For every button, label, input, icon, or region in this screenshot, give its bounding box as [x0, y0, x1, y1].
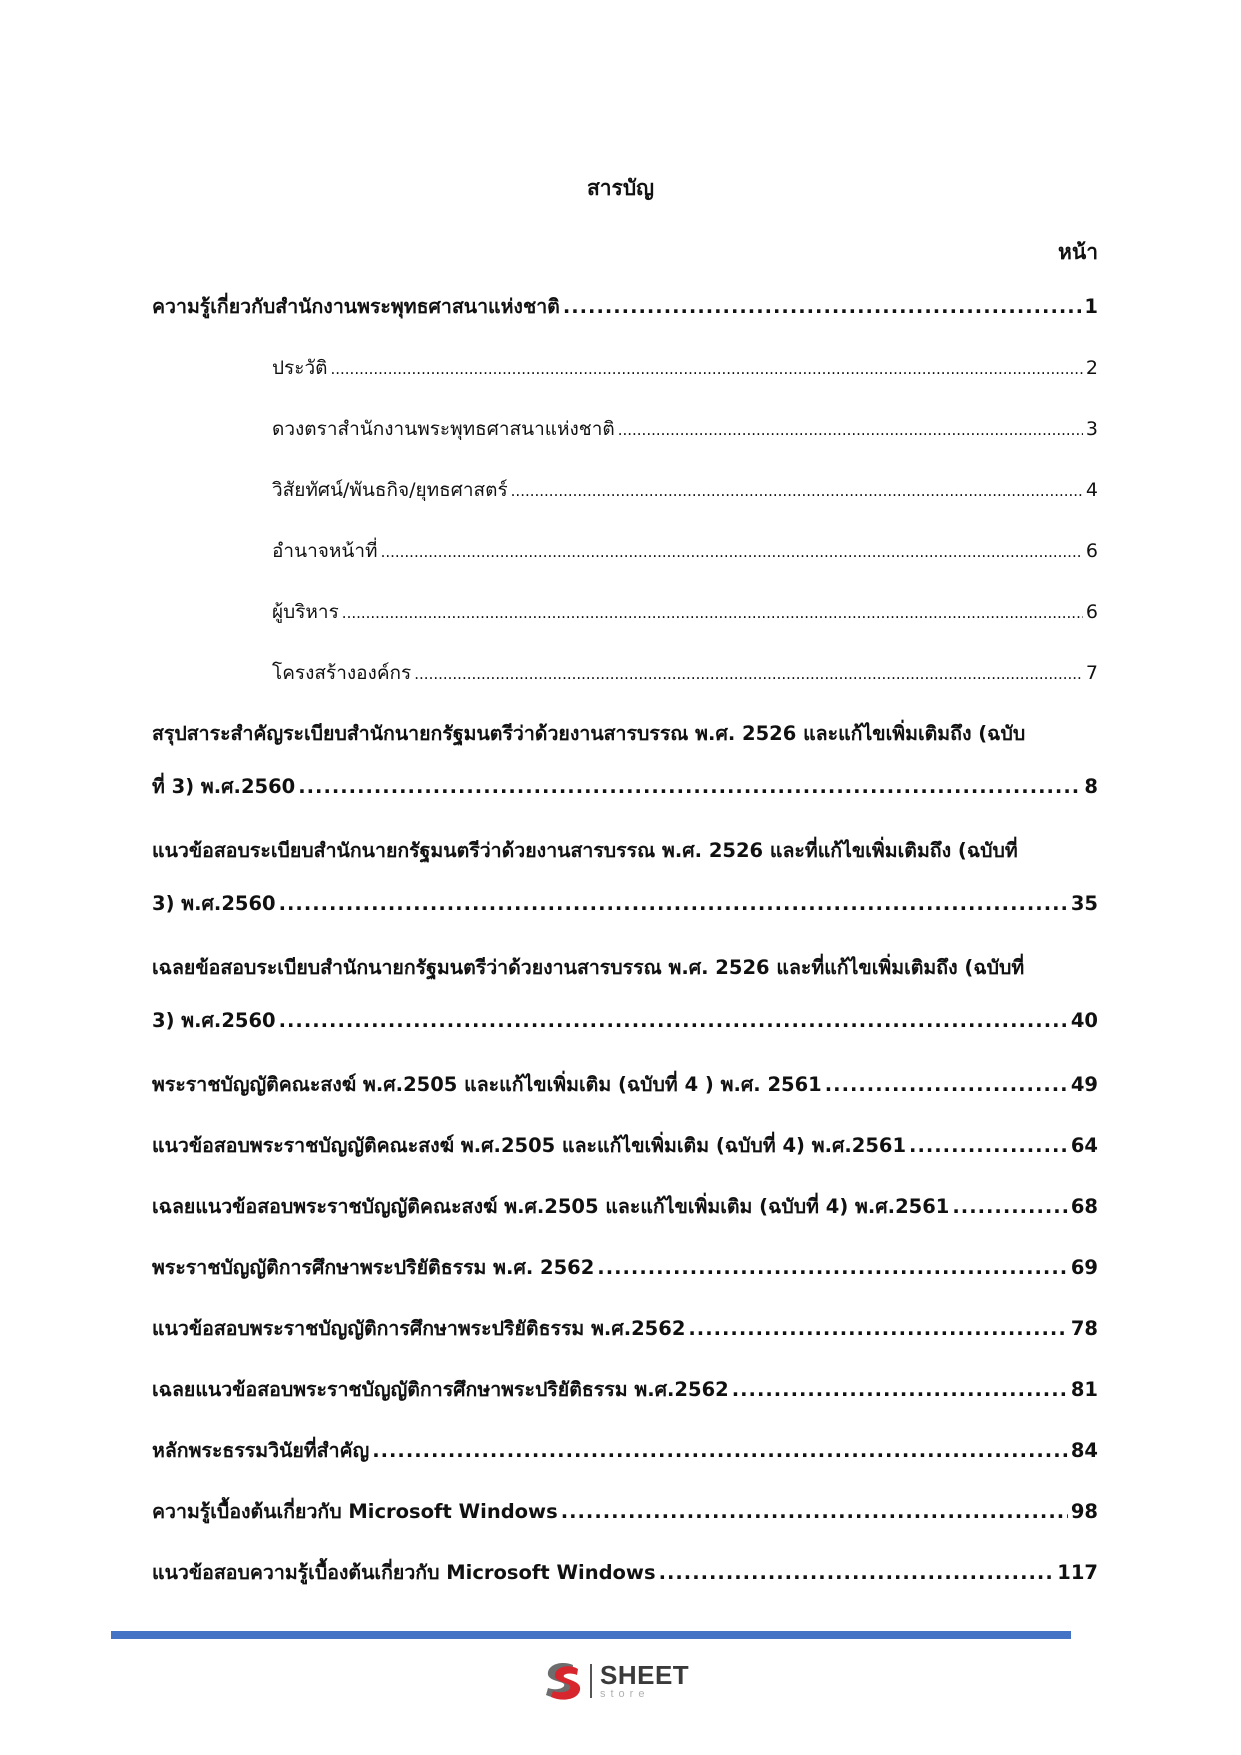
toc-entry[interactable] — [152, 1558, 1098, 1619]
dot-leader — [688, 1314, 1067, 1344]
toc-entry-page-number: 64 — [1070, 1134, 1098, 1157]
dot-leader — [618, 415, 1083, 445]
toc-entry[interactable] — [152, 1192, 1098, 1253]
toc-entry-title-continued: ที่ 3) พ.ศ.2560 — [152, 775, 296, 798]
toc-entry[interactable] — [272, 597, 1098, 658]
toc-entry-title: อำนาจหน้าที่ — [272, 540, 378, 562]
toc-entry[interactable] — [152, 1253, 1098, 1314]
page-column-label: หน้า — [1058, 240, 1098, 264]
toc-entry[interactable] — [272, 353, 1098, 414]
toc-entry[interactable] — [272, 536, 1098, 597]
toc-entry-page-number: 35 — [1070, 892, 1098, 915]
toc-entry-page-number: 8 — [1084, 775, 1098, 798]
toc-entry-title: แนวข้อสอบความรู้เบื้องต้นเกี่ยวกับ Microsoft Windows — [152, 1561, 656, 1584]
dot-leader — [909, 1131, 1068, 1161]
toc-entry-title: เฉลยแนวข้อสอบพระราชบัญญัติการศึกษาพระปริยัติธรรม พ.ศ.2562 — [152, 1378, 729, 1401]
footer-logo — [540, 1656, 710, 1706]
toc-entry-page-number: 68 — [1070, 1195, 1098, 1218]
toc-entry[interactable] — [152, 1070, 1098, 1131]
toc-entry-title: เฉลยแนวข้อสอบพระราชบัญญัติคณะสงฆ์ พ.ศ.2505 และแก้ไขเพิ่มเติม (ฉบับที่ 4) พ.ศ.2561 — [152, 1195, 950, 1218]
toc-entry-page-number: 81 — [1070, 1378, 1098, 1401]
logo-word: SHEET — [600, 1660, 690, 1690]
toc-entry-title: โครงสร้างองค์กร — [272, 662, 412, 684]
toc-entry-page-number: 40 — [1070, 1009, 1098, 1032]
toc-entry-title-continued: 3) พ.ศ.2560 — [152, 1009, 276, 1032]
toc-entry-title: เฉลยข้อสอบระเบียบสำนักนายกรัฐมนตรีว่าด้วยงานสารบรรณ พ.ศ. 2526 และที่แก้ไขเพิ่มเติมถึง (ฉบับที่ — [152, 956, 1025, 979]
dot-leader — [381, 537, 1083, 567]
dot-leader — [659, 1558, 1055, 1588]
page-title: สารบัญ — [586, 176, 655, 200]
toc-entry-title: หลักพระธรรมวินัยที่สำคัญ — [152, 1439, 370, 1462]
sheet-store-logo-icon — [540, 1659, 584, 1703]
dot-leader — [563, 292, 1082, 322]
logo-divider — [590, 1664, 592, 1698]
dot-leader — [372, 1436, 1068, 1466]
toc-entry-title: พระราชบัญญัติการศึกษาพระปริยัติธรรม พ.ศ. 2562 — [152, 1256, 595, 1279]
toc-entry-page-number: 3 — [1085, 418, 1098, 440]
toc-entry[interactable] — [152, 1497, 1098, 1558]
toc-entry-page-number: 84 — [1070, 1439, 1098, 1462]
toc-entry-title: ประวัติ — [272, 357, 328, 379]
toc-entry-title-continued: 3) พ.ศ.2560 — [152, 892, 276, 915]
toc-entry-page-number: 49 — [1070, 1073, 1098, 1096]
toc-entry[interactable] — [152, 953, 1098, 1070]
toc-entry-page-number: 7 — [1085, 662, 1098, 684]
dot-leader — [279, 889, 1068, 919]
toc-entry-title: พระราชบัญญัติคณะสงฆ์ พ.ศ.2505 และแก้ไขเพิ่มเติม (ฉบับที่ 4 ) พ.ศ. 2561 — [152, 1073, 822, 1096]
toc-entry-page-number: 4 — [1085, 479, 1098, 501]
toc-entry-title: ดวงตราสำนักงานพระพุทธศาสนาแห่งชาติ — [272, 418, 615, 440]
dot-leader — [952, 1192, 1067, 1222]
toc-entry-title: แนวข้อสอบพระราชบัญญัติคณะสงฆ์ พ.ศ.2505 และแก้ไขเพิ่มเติม (ฉบับที่ 4) พ.ศ.2561 — [152, 1134, 907, 1157]
toc-entry[interactable] — [152, 1314, 1098, 1375]
toc-entry-title: แนวข้อสอบพระราชบัญญัติการศึกษาพระปริยัติธรรม พ.ศ.2562 — [152, 1317, 686, 1340]
toc-entry-page-number: 2 — [1085, 357, 1098, 379]
toc-entry[interactable] — [152, 1375, 1098, 1436]
toc-entry-page-number: 69 — [1070, 1256, 1098, 1279]
toc-entry-title: สรุปสาระสำคัญระเบียบสำนักนายกรัฐมนตรีว่าด้วยงานสารบรรณ พ.ศ. 2526 และแก้ไขเพิ่มเติมถึง (ฉบับ — [152, 722, 1026, 745]
toc-entry[interactable] — [272, 658, 1098, 719]
toc-entry-title: ผู้บริหาร — [272, 601, 339, 623]
dot-leader — [825, 1070, 1068, 1100]
dot-leader — [732, 1375, 1068, 1405]
toc-entry-page-number: 117 — [1057, 1561, 1098, 1584]
dot-leader — [561, 1497, 1068, 1527]
toc-entry-title: แนวข้อสอบระเบียบสำนักนายกรัฐมนตรีว่าด้วยงานสารบรรณ พ.ศ. 2526 และที่แก้ไขเพิ่มเติมถึง (ฉบับที่ — [152, 839, 1018, 862]
toc-entry-page-number: 6 — [1085, 540, 1098, 562]
toc-entry[interactable] — [152, 292, 1098, 353]
toc-entry-page-number: 78 — [1070, 1317, 1098, 1340]
toc-entry-page-number: 98 — [1070, 1500, 1098, 1523]
toc-entry[interactable] — [152, 1131, 1098, 1192]
toc-entry[interactable] — [152, 836, 1098, 953]
toc-entry[interactable] — [152, 719, 1098, 836]
logo-text — [600, 1662, 689, 1700]
dot-leader — [597, 1253, 1068, 1283]
footer-rule — [111, 1631, 1071, 1639]
toc-entry[interactable] — [272, 414, 1098, 475]
table-of-contents — [152, 292, 1098, 1619]
toc-entry[interactable] — [152, 1436, 1098, 1497]
dot-leader — [414, 659, 1083, 689]
toc-entry-title: ความรู้เกี่ยวกับสำนักงานพระพุทธศาสนาแห่งชาติ — [152, 295, 560, 318]
dot-leader — [342, 598, 1083, 628]
toc-entry-page-number: 6 — [1085, 601, 1098, 623]
dot-leader — [330, 354, 1082, 384]
toc-entry-title: ความรู้เบื้องต้นเกี่ยวกับ Microsoft Windows — [152, 1500, 558, 1523]
dot-leader — [279, 1006, 1068, 1036]
logo-sub: store — [600, 1688, 650, 1700]
toc-entry-page-number: 1 — [1084, 295, 1098, 318]
dot-leader — [511, 476, 1083, 506]
toc-entry-title: วิสัยทัศน์/พันธกิจ/ยุทธศาสตร์ — [272, 479, 508, 501]
toc-entry[interactable] — [272, 475, 1098, 536]
dot-leader — [298, 772, 1081, 802]
